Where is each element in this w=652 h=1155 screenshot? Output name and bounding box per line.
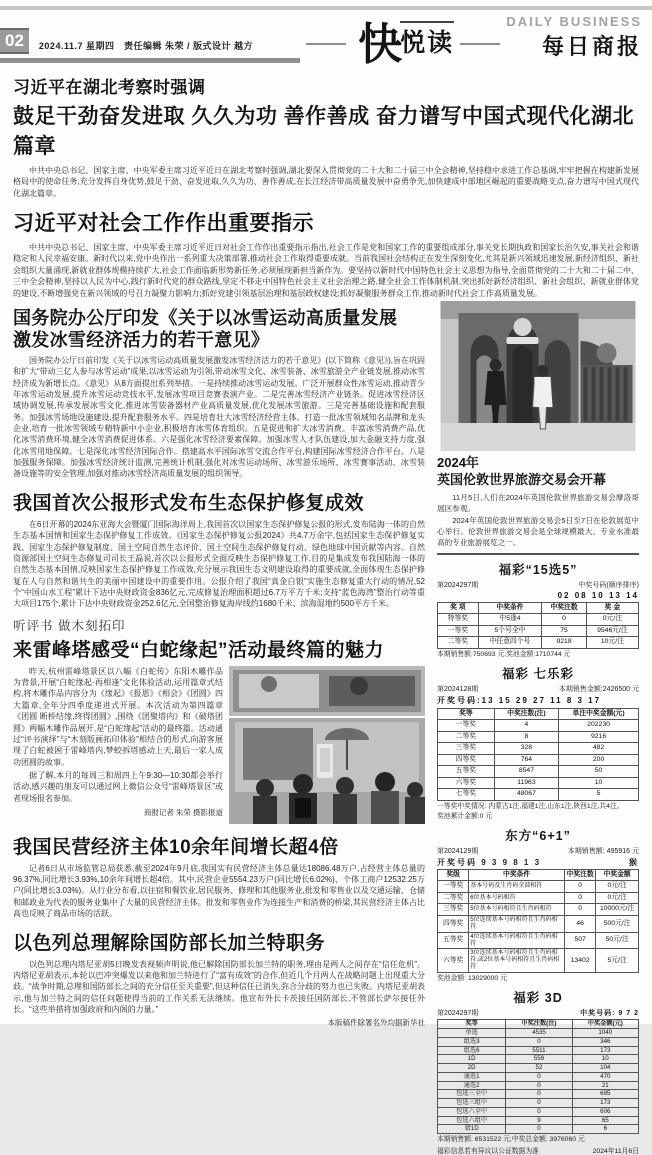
article-body: 国务院办公厅日前印发《关于以冰雪运动高质量发展激发冰雪经济活力的若干意见》(以下简称《意见》),旨在巩固和扩大“带动三亿人参与冰雪运动”成果,以冰雪运动为引领,带动冰雪文化、冰雪装备、冰雪旅游全产业链发展,推动冰雪经济成为新增长点。《意见》从8方面提出系列举措。一是持续推动冰雪运动发展。广泛开展群众性冰雪运动,推动青少年冰雪运动发展,提升冰雪运动竞技水平,发展冰雪项目竞赛表演产业。二是完善冰雪经济产业链条。促进冰雪经济区域协调发展,传承发展冰雪文化,推进冰雪装备器材产业高质量发展,优化发展冰雪旅游。三是完善基础设施和配套服务。加强冰雪场地设施建设,提升配套服务水平。四是培育壮大冰雪经济经营主体。打造一批冰雪领域知名品牌和龙头企业,培育一批冰雪领域专精特新中小企业,积极培育冰雪体育组织。五是促进和扩大冰雪消费。丰富冰雪消费产品,优化冰雪消费环境,健全冰雪消费促进体系。六是强化冰雪经济要素保障。加强冰雪人才队伍建设,加大金融支持力度,强化冰雪用地保障。七是深化冰雪经济国际合作。搭建高水平国际冰雪交流合作平台,构建国际冰雪经济合作平台。八是加强服务保障。加强冰雪经济统计监测,完善统计机制,强化对冰雪运动场所、冰雪游乐场所、冰雪赛事活动、冰雪装备设施等的安全管理,加强对推动冰雪经济高质量发展的组织领导。 — [13, 355, 425, 479]
paper-name-block — [506, 14, 642, 63]
lottery-pool-note: 奖池金额: 13029000 元 — [437, 975, 507, 983]
table-cell: 5位基本号码相符且生肖码相符 — [469, 904, 565, 915]
table-cell: 二等奖 — [438, 892, 469, 903]
table-row — [438, 777, 639, 788]
header-rule-left — [306, 43, 346, 45]
table-cell: 五等奖 — [438, 766, 495, 777]
table-cell: 10元/注 — [586, 637, 638, 648]
lottery-date: 2024年11月6日 — [592, 1148, 639, 1155]
article-kicker: 习近平在湖北考察时强调 — [13, 78, 206, 97]
article-headline: 我国民营经济主体10余年间增长超4倍 — [13, 836, 339, 858]
table-cell: 中奖注数 — [542, 602, 587, 613]
table-row — [438, 708, 639, 719]
table-cell: 六等奖 — [438, 777, 495, 788]
table-row — [438, 1037, 639, 1046]
table-row — [438, 789, 639, 800]
table-cell: 328 — [494, 743, 558, 754]
table-cell: 5位连续基本号码相符且生肖码相符 — [469, 915, 565, 932]
table-cell: 9 — [506, 1116, 572, 1125]
table-cell: 通选2 — [438, 1081, 506, 1090]
table-row — [438, 1090, 639, 1099]
table-cell: 4 — [494, 720, 558, 731]
header-rule-right — [460, 43, 500, 45]
lottery-qilecai — [437, 664, 639, 821]
table-cell: 奖等 — [438, 708, 495, 719]
article-headline: 来雷峰塔感受“白蛇缘起”活动最终篇的魅力 — [13, 639, 385, 661]
paper-name-chinese: 每日商报 — [542, 34, 643, 59]
table-cell: 2D — [438, 1064, 506, 1073]
table-row — [438, 932, 639, 949]
table-cell: 组选3 — [438, 1037, 506, 1046]
table-cell: 11963 — [494, 777, 558, 788]
table-cell: 48067 — [494, 789, 558, 800]
article-body-p2: 据了解,本月的每周三和周四上午9:30—10:30都会举行活动,感兴趣的朋友可以通过网上微信公众号“雷峰塔景区”或者现场报名参加。 — [13, 770, 223, 803]
table-row — [438, 892, 639, 903]
article-body: 中共中央总书记、国家主席、中央军委主席习近平近日在湖北考察时强调,湖北要深入贯彻党的二十大和二十届三中全会精神,坚持稳中求进工作总基调,牢牢把握在构建新发展格局中的使命任务,充分发挥自身优势,鼓足干劲、奋发进取,久久为功、善作善成,在长江经济带高质量发展中奋勇争先,加快建成中部地区崛起的重要战略支点,奋力谱写中国式现代化湖北篇章。 — [13, 166, 639, 198]
table-cell: 中奖注数(注) — [506, 1020, 572, 1029]
table-cell: 单选 — [438, 1029, 506, 1038]
table-cell: 202230 — [559, 720, 639, 731]
table-row — [438, 1107, 639, 1116]
table-cell: 482 — [559, 743, 639, 754]
lottery-pool-note: 奖池累计金额:0 元 — [437, 812, 493, 820]
table-cell: 764 — [494, 754, 558, 765]
table-cell: 1040 — [572, 1029, 638, 1038]
article-headline-line2: 激发冰雪经济活力的若干意见》 — [13, 330, 270, 351]
table-row — [438, 637, 639, 648]
table-row — [438, 1125, 639, 1134]
table-cell: 9546元/注 — [586, 625, 638, 636]
table-cell: 0 — [506, 1125, 572, 1134]
table-cell: 1D — [438, 1055, 506, 1064]
table-cell: 五等奖 — [438, 932, 469, 949]
article-xi-social-work — [13, 207, 639, 299]
table-cell: 四等奖 — [438, 915, 469, 932]
article-headline: 习近平对社会工作作出重要指示 — [13, 212, 314, 236]
article-body: 在6日开幕的2024东亚海大会暨厦门国际海洋周上,我国首次以国家生态保护修复公报的形式,发布陆海一体的自然生态基本国情和国家生态保护修复工作成效。《国家生态保护修复公报2024》共4.7万余字,包括国家生态保护修复实践、国家生态保护修复制度、国土空间自然生态评价、国土空间生态保护修复行动、绿色地球中国贡献等内容。自然资源部国土空间生态修复司司长王磊说,首次以公报形式全面反映生态保护修复工作,目的是集成发布我国陆海一体的自然生态基本国情,反映国家生态保护修复工作成效,充分展示我国生态文明建设取得的重要成就,全面体现生态保护修复在人与自然和谐共生的美丽中国建设中的重要作用。公报介绍了我国“真金白银”实施生态修复重大行动的情况,52个“中国山水工程”累计下达中央财政资金836亿元,完成修复治理面积超过6.7万平方千米;支持“蓝色海湾”整治行动等重大项目175个,累计下达中央财政资金252.6亿元,全国整治修复海岸线约1680千米、滨海湿地约500平方千米。 — [13, 519, 425, 609]
table-row — [438, 1029, 639, 1038]
table-cell: 8 — [494, 731, 558, 742]
table-row — [438, 743, 639, 754]
table-cell: 507 — [565, 932, 596, 949]
table-row — [438, 1081, 639, 1090]
article-text-column — [13, 666, 223, 824]
article-leifeng-pagoda — [13, 616, 425, 824]
table-cell: 组选6 — [438, 1046, 506, 1055]
table-row — [438, 1064, 639, 1073]
table-cell: 中5逢4 — [478, 614, 542, 625]
photo-story-title — [437, 455, 639, 489]
table-cell: 0 — [506, 1072, 572, 1081]
table-row — [438, 1116, 639, 1125]
lottery-zodiac: 猴 — [629, 857, 639, 867]
table-cell: 0元/注 — [596, 881, 639, 892]
table-cell: 四等奖 — [438, 754, 495, 765]
table-cell: 695 — [572, 1090, 638, 1099]
table-cell: 104 — [572, 1064, 638, 1073]
table-cell: 单注中奖金额(元) — [559, 708, 639, 719]
lottery-table-15x5 — [437, 602, 639, 649]
table-cell: 200 — [559, 754, 639, 765]
table-cell: 一等奖 — [438, 881, 469, 892]
lottery-winning-numbers: 中奖号码: 9 7 2 — [580, 1010, 639, 1018]
table-row — [438, 754, 639, 765]
table-cell: 0元/注 — [586, 614, 638, 625]
table-cell: 9218 — [542, 637, 587, 648]
article-kicker: 听评书 做木刻拓印 — [13, 618, 126, 633]
table-cell: 10 — [559, 777, 639, 788]
table-cell: 46 — [565, 915, 596, 932]
lottery-dongfang-6plus1 — [437, 826, 639, 983]
lottery-issue: 第2024297期 — [437, 581, 479, 589]
table-cell: 猜1D — [438, 1125, 506, 1134]
table-cell: 奖 金 — [586, 602, 638, 613]
lottery-sales: 本期销售额: 495916 元 — [567, 847, 639, 855]
article-headline: 我国首次公报形式发布生态保护修复成效 — [13, 492, 365, 514]
article-xi-hubei — [13, 73, 639, 199]
lottery-title: 福彩 3D — [513, 991, 563, 1006]
table-cell: 一等奖 — [438, 720, 495, 731]
table-cell: 75 — [542, 625, 587, 636]
table-row — [438, 1072, 639, 1081]
lottery-15x5 — [437, 560, 639, 659]
table-row — [438, 949, 639, 973]
table-cell: 346 — [572, 1037, 638, 1046]
lottery-issue: 第2024128期 — [437, 685, 479, 693]
table-cell: 三等奖 — [438, 743, 495, 754]
lottery-winning-numbers: 开奖号码 9 3 9 8 1 3 — [437, 857, 542, 867]
table-cell: 5511 — [506, 1046, 572, 1055]
table-row — [438, 720, 639, 731]
table-cell: 0 — [506, 1037, 572, 1046]
table-cell: 0 — [506, 1081, 572, 1090]
lottery-winning-numbers: 02 08 10 13 14 — [557, 590, 639, 600]
table-cell: 通选1 — [438, 1072, 506, 1081]
lottery-title: 东方“6+1” — [505, 828, 571, 843]
table-cell: 173 — [572, 1046, 638, 1055]
table-cell: 5 — [559, 789, 639, 800]
lottery-title: 福彩“15选5” — [498, 562, 578, 577]
article-private-economy — [13, 832, 425, 920]
lottery-issue: 第2024297期 — [437, 1010, 479, 1018]
table-cell: 50元/注 — [596, 932, 639, 949]
table-cell: 中任意四个号 — [478, 637, 542, 648]
table-cell: 中奖金额 — [596, 869, 639, 880]
table-cell: 5元/注 — [596, 949, 639, 973]
photo-story-title-line2: 英国伦敦世界旅游交易会开幕 — [437, 471, 607, 487]
table-cell: 4535 — [506, 1029, 572, 1038]
table-row — [438, 881, 639, 892]
article-body: 中共中央总书记、国家主席、中央军委主席习近平近日对社会工作作出重要指示指出,社会工作是党和国家工作的重要组成部分,事关党长期执政和国家长治久安,事关社会和谐稳定和人民幸福安康。新时代以来,党中央作出一系列重大决策部署,推动社会工作取得重要成就。当前我国社会结构正在发生深刻变化,尤其是新兴领域迅速发展,新经济组织、新社会组织大量涌现,新就业群体规模持续扩大,社会工作面临新形势新任务,必须展现新担当新作为。要坚持以新时代中国特色社会主义思想为指导,全面贯彻党的二十大和二十届二中、三中全会精神,坚持以人民为中心,践行新时代党的群众路线,坚定不移走中国特色社会主义社会治理之路,健全社会工作体制机制,突出抓好新经济组织、新社会组织、新就业群体党的建设,不断增强党在新兴领域的号召力凝聚力影响力;抓好党建引领基层治理和基层政权建设;抓好凝聚服务群众工作,推动新时代社会工作高质量发展。 — [13, 243, 639, 298]
photo-caption-p1: 11月5日,人们在2024年英国伦敦世界旅游交易会摩洛哥展区参观。 — [437, 492, 639, 513]
table-cell: 5个号全中 — [478, 625, 542, 636]
table-cell: 六等奖 — [438, 949, 469, 973]
table-cell: 中奖条件 — [478, 602, 542, 613]
table-cell: 包选六全中 — [438, 1107, 506, 1116]
table-cell: 0 — [506, 1090, 572, 1099]
table-cell: 七等奖 — [438, 789, 495, 800]
left-column — [13, 301, 425, 1155]
table-cell: 9216 — [559, 731, 639, 742]
caption-divider — [437, 553, 639, 555]
article-headline: 以色列总理解除国防部长加兰特职务 — [13, 932, 326, 954]
table-cell: 6位基本号码相符 — [469, 892, 565, 903]
table-row — [438, 869, 639, 880]
table-cell: 基本号码及生肖码全部相符 — [469, 881, 565, 892]
table-row — [438, 614, 639, 625]
table-cell: 中奖注数 — [565, 869, 596, 880]
lottery-table-qilecai — [437, 708, 639, 801]
lottery-title: 福彩 七乐彩 — [502, 666, 574, 681]
header-top-rule — [0, 6, 652, 10]
table-cell: 0 — [506, 1099, 572, 1108]
table-row — [438, 766, 639, 777]
table-row — [438, 1055, 639, 1064]
table-cell: 中奖金额(元) — [572, 1020, 638, 1029]
table-cell: 606 — [572, 1107, 638, 1116]
table-cell: 奖等 — [438, 1020, 506, 1029]
photo-story-title-line1: 2024年 — [437, 454, 479, 470]
table-cell: 中奖注数(注) — [494, 708, 558, 719]
table-cell: 50 — [559, 766, 639, 777]
table-cell: 二等奖 — [438, 637, 479, 648]
table-row — [438, 1099, 639, 1108]
lottery-3d — [437, 988, 639, 1155]
masthead-rest: 悦读 — [400, 21, 454, 63]
table-cell: 三等奖 — [438, 904, 469, 915]
table-cell: 3位连续基本号码相符且生肖码相符,或2位基本号码相符且生肖码相符 — [469, 949, 565, 973]
table-row — [438, 731, 639, 742]
table-row — [438, 1020, 639, 1029]
table-cell: 173 — [572, 1099, 638, 1108]
photo-caption-p2: 2024年英国伦敦世界旅游交易会5日至7日在伦敦展览中心举行。伦敦世界旅游交易会是全球规模最大、专业水准最高的专业旅游展览之一。 — [437, 515, 639, 547]
page-source-note: 本版稿件除署名外均据新华社 — [327, 1018, 425, 1028]
table-cell: 65 — [572, 1116, 638, 1125]
table-cell: 一等奖 — [438, 625, 479, 636]
table-row — [438, 625, 639, 636]
table-cell: 10 — [572, 1055, 638, 1064]
table-cell: 中奖条件 — [469, 869, 565, 880]
article-body: 以色列总理内塔尼亚胡5日晚发表视频声明说,他已解除国防部长加兰特的职务,理由是两人之间存在“信任危机”。内塔尼亚胡表示,本轮以巴冲突爆发以来他和加兰特进行了“富有成效”的合作,但近几个月两人在战略问题上出现重大分歧。“战争时期,总理和国防部长之间的充分信任至关重要”,但这种信任已消失,弥合分歧的努力也已失败。内塔尼亚胡表示,他与加兰特之间的信任问题使得当前的工作关系无法继续。他宣布外长卡茨接任国防部长,不管部长萨尔接任外长。“这些举措将加强政府和内阁的力量。” — [13, 959, 425, 1014]
leifeng-activity-photo — [229, 666, 425, 824]
page-number: 02 — [0, 28, 29, 54]
lottery-winning-numbers: 开奖号码:13 15 29 27 11 8 3 17 — [437, 695, 602, 705]
table-cell: 52 — [506, 1064, 572, 1073]
table-cell: 4位连续基本号码相符且生肖码相符 — [469, 932, 565, 949]
table-cell: 0 — [565, 892, 596, 903]
table-cell: 特等奖 — [438, 614, 479, 625]
lottery-disclaimer: 福彩信息若有异议以公证数据为准 — [437, 1148, 539, 1155]
table-cell: 包选三全中 — [438, 1090, 506, 1099]
lottery-sales-note: 本期销售额:750693 元,奖池金额:1710744 元 — [437, 650, 571, 658]
masthead — [358, 18, 455, 70]
table-row — [438, 1046, 639, 1055]
table-cell: 包选六组中 — [438, 1116, 506, 1125]
lottery-first-prize-note: 一等奖中奖情况: 内蒙古1注,福建1注,山东1注,陕西1注,共4注。 — [437, 802, 624, 810]
table-cell: 奖级 — [438, 869, 469, 880]
lottery-table-3d — [437, 1019, 639, 1134]
lottery-sales-note: 本期销售额: 6531522 元,中奖总金额: 3976060 元 — [437, 1136, 585, 1144]
masthead-char: 快 — [358, 18, 401, 70]
table-cell: 0 — [542, 614, 587, 625]
article-body: 记者6日从市场监管总局获悉,截至2024年9月底,我国实有民营经济主体总量达18086.48万户,占经营主体总量的96.37%,同比增长3.93%,10余年间增长超4倍。其中,民营企业5554.23万户(同比增长6.02%)、个体工商户12532.25万户(同比增长3.03%)。从行业分布看,以住宿和餐饮业,居民服务、修理和其他服务业,批发和零售业以及交通运输、仓储和邮政业为代表的服务业集中了大量的民营经济主体。批发和零售业作为连接生产和消费的桥梁,其民营经济主体占比高也反映了商品市场的活跃。 — [13, 863, 425, 919]
article-eco-restoration — [13, 488, 425, 610]
table-cell: 0 — [565, 904, 596, 915]
article-headline: 鼓足干劲奋发进取 久久为功 善作善成 奋力谱写中国式现代化湖北篇章 — [13, 105, 635, 158]
header-left-group — [0, 28, 300, 63]
table-row — [438, 915, 639, 932]
paper-name-english: DAILY BUSINESS — [506, 14, 643, 29]
lottery-issue: 第2024129期 — [437, 847, 479, 855]
table-cell: 8547 — [494, 766, 558, 777]
table-cell: 10000元/注 — [596, 904, 639, 915]
table-cell: 6 — [572, 1125, 638, 1134]
lottery-numbers-label: 中奖号码(顺序排序) — [578, 581, 639, 589]
page-header — [0, 0, 652, 70]
article-byline: 商报记者 朱荣 摄影报道 — [143, 808, 223, 818]
trade-fair-photo — [437, 301, 639, 451]
table-cell: 二等奖 — [438, 731, 495, 742]
table-row — [438, 904, 639, 915]
table-cell: 500元/注 — [596, 915, 639, 932]
table-cell: 0 — [506, 1107, 572, 1116]
table-cell: 21 — [572, 1081, 638, 1090]
article-headline-line1: 国务院办公厅印发《关于以冰雪运动高质量发展 — [13, 307, 398, 328]
right-column — [437, 301, 639, 1155]
article-body-p1: 昨天,杭州雷峰塔景区以八幅《白蛇传》东阳木雕作品为背景,开展“白蛇缘起·再相逢”文化体验活动,运用篇章式结构,将木雕作品内容分为《缘起》《报恩》《相会》《团圆》四大篇章,全年分四季度递进式开展。本次活动为第四篇章《团圆 断桥结缘,终得团圆》,围绕《团聚塔内》和《破塔团圆》两幅木雕作品展开,是“白蛇缘起”活动的最终篇。活动通过“评书演绎”与“木刻版画拓印体验”相结合的形式,向游客展现了白蛇被困于雷峰塔内,梦蛟拆塔感动上天,最后一家人成功团圆的故事。 — [13, 666, 223, 767]
lottery-table-6plus1 — [437, 869, 639, 973]
table-cell: 奖 项 — [438, 602, 479, 613]
table-cell: 0元/注 — [596, 892, 639, 903]
table-cell: 559 — [506, 1055, 572, 1064]
table-cell: 包选三组中 — [438, 1099, 506, 1108]
article-israel-defense-minister — [13, 928, 425, 1029]
article-ice-snow-economy — [13, 307, 425, 480]
table-cell: 0 — [565, 881, 596, 892]
table-cell: 470 — [572, 1072, 638, 1081]
lottery-sales: 本期销售金额:2426500 元 — [558, 685, 639, 693]
date-editor-line: 2024.11.7 星期四 责任编辑 朱荣 / 版式设计 越方 — [38, 41, 253, 51]
table-row — [438, 602, 639, 613]
table-cell: 13402 — [565, 949, 596, 973]
